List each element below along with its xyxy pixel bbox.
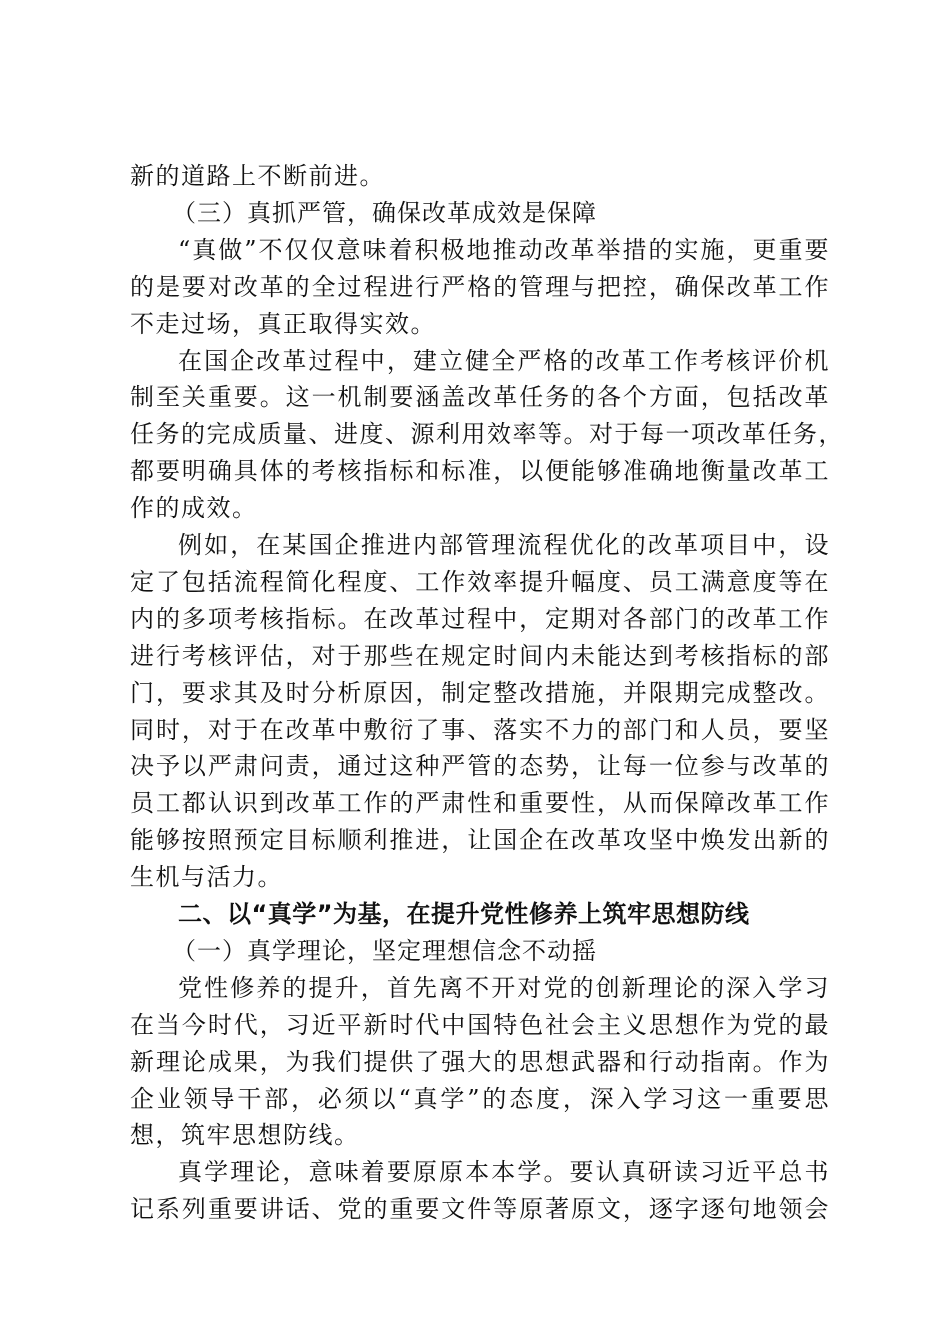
- paragraph-line: 能够按照预定目标顺利推进，让国企在改革攻坚中焕发出新的: [130, 826, 830, 855]
- paragraph-line: 内的多项考核指标。在改革过程中，定期对各部门的改革工作: [130, 604, 830, 633]
- paragraph-first-line: 例如，在某国企推进内部管理流程优化的改革项目中，设: [178, 531, 830, 559]
- paragraph-line: 决予以严肃问责，通过这种严管的态势，让每一位参与改革的: [130, 752, 830, 781]
- paragraph-first-line: 党性修养的提升，首先离不开对党的创新理论的深入学习: [178, 973, 830, 1002]
- paragraph-line: 同时，对于在改革中敷衍了事、落实不力的部门和人员，要坚: [130, 715, 830, 744]
- paragraph-line: 想，筑牢思想防线。: [130, 1121, 360, 1150]
- paragraph-line: 记系列重要讲话、党的重要文件等原著原文，逐字逐句地领会: [130, 1195, 830, 1224]
- subsection-heading: （三）真抓严管，确保改革成效是保障: [172, 198, 597, 227]
- paragraph-line: 员工都认识到改革工作的严肃性和重要性，从而保障改革工作: [130, 789, 830, 818]
- paragraph-line: 在当今时代，习近平新时代中国特色社会主义思想作为党的最: [130, 1010, 830, 1039]
- paragraph-line: 门，要求其及时分析原因，制定整改措施，并限期完成整改。: [130, 678, 830, 707]
- section-heading: 二、以“真学”为基，在提升党性修养上筑牢思想防线: [178, 900, 750, 928]
- paragraph-line: 新的道路上不断前进。: [130, 162, 385, 190]
- paragraph-line: 进行考核评估，对于那些在规定时间内未能达到考核指标的部: [130, 641, 830, 670]
- paragraph-line: 制至关重要。这一机制要涵盖改革任务的各个方面，包括改革: [130, 383, 830, 412]
- paragraph-first-line: 真学理论，意味着要原原本本学。要认真研读习近平总书: [178, 1158, 830, 1187]
- paragraph-line: 新理论成果，为我们提供了强大的思想武器和行动指南。作为: [130, 1047, 830, 1076]
- paragraph-first-line: 在国企改革过程中，建立健全严格的改革工作考核评价机: [178, 346, 830, 375]
- subsection-heading: （一）真学理论，坚定理想信念不动摇: [172, 936, 597, 965]
- paragraph-line: 任务的完成质量、进度、源利用效率等。对于每一项改革任务，: [130, 420, 844, 449]
- paragraph-line: 作的成效。: [130, 494, 258, 523]
- paragraph-first-line: “真做”不仅仅意味着积极地推动改革举措的实施，更重要: [178, 235, 830, 264]
- paragraph-line: 企业领导干部，必须以“真学”的态度，深入学习这一重要思: [130, 1084, 830, 1113]
- paragraph-line: 都要明确具体的考核指标和标准，以便能够准确地衡量改革工: [130, 457, 830, 486]
- paragraph-line: 不走过场，真正取得实效。: [130, 309, 436, 338]
- paragraph-line: 的是要对改革的全过程进行严格的管理与把控，确保改革工作: [130, 272, 830, 301]
- paragraph-line: 生机与活力。: [130, 863, 283, 892]
- paragraph-line: 定了包括流程简化程度、工作效率提升幅度、员工满意度等在: [130, 567, 830, 596]
